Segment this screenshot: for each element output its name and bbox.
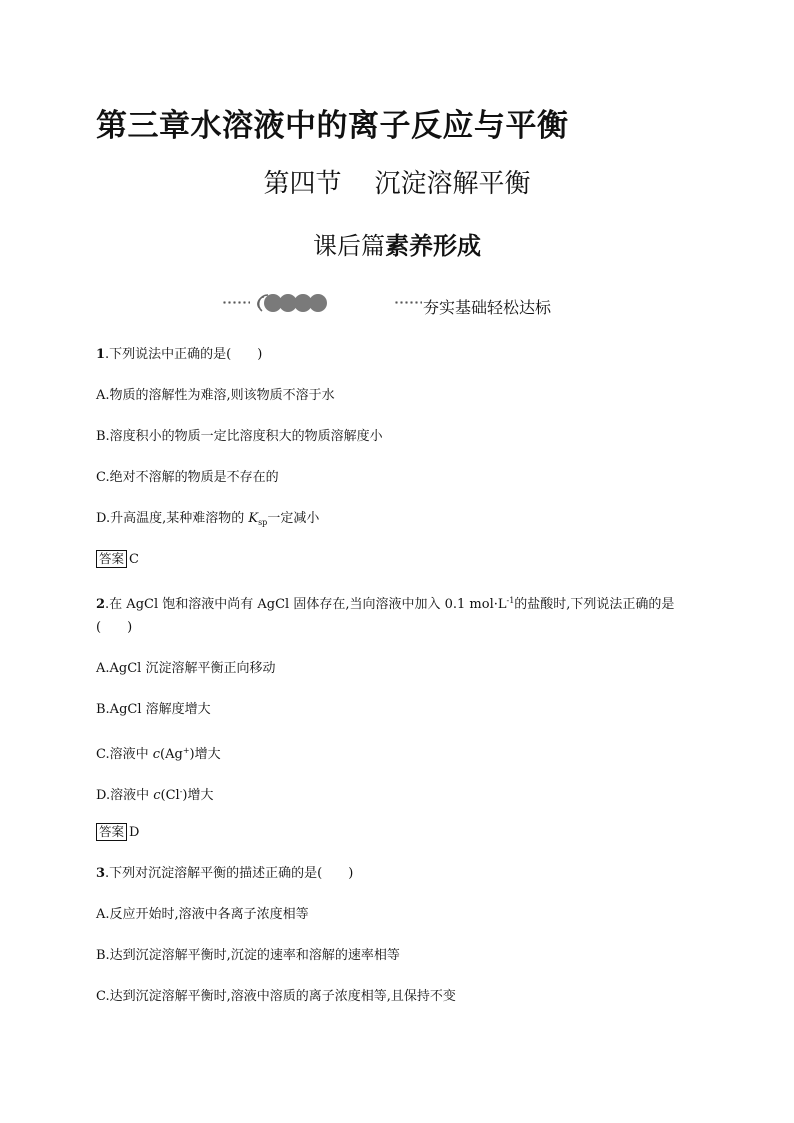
- question-2-answer: [96, 823, 139, 843]
- unit-superscript: -1: [506, 596, 515, 605]
- option-text: )增大: [189, 747, 221, 762]
- question-text: .在 AgCl 饱和溶液中尚有 AgCl 固体存在,当向溶液中加入 0.1 mol·L: [105, 597, 507, 612]
- answer-label-box: 答案: [96, 550, 127, 568]
- question-1-stem: [96, 345, 262, 365]
- question-number: 1: [96, 347, 106, 362]
- question-number: 2: [96, 597, 106, 612]
- question-3-stem: [96, 864, 353, 884]
- option-text: )增大: [182, 788, 214, 803]
- banner-dots-left: [222, 301, 250, 304]
- concentration-symbol: c: [153, 788, 161, 803]
- ion-charge: -: [179, 787, 183, 796]
- question-text: 的盐酸时,下列说法正确的是: [514, 597, 675, 612]
- ksp-symbol: K: [248, 511, 259, 526]
- question-text: .下列说法中正确的是( ): [105, 347, 263, 362]
- subsection-title: [0, 226, 794, 261]
- question-1-option-b: B.溶度积小的物质一定比溶度积大的物质溶解度小: [96, 429, 383, 444]
- question-2-option-a: A.AgCl 沉淀溶解平衡正向移动: [96, 661, 276, 676]
- question-2-stem-line2: ( ): [96, 620, 133, 635]
- answer-value: C: [129, 552, 139, 567]
- option-text: C.溶液中: [96, 747, 153, 762]
- question-1-option-d: [96, 509, 319, 533]
- question-2-option-b: B.AgCl 溶解度增大: [96, 702, 211, 717]
- section-banner: [222, 292, 582, 317]
- question-3-option-c: C.达到沉淀溶解平衡时,溶液中溶质的离子浓度相等,且保持不变: [96, 989, 456, 1004]
- question-2-stem: [96, 591, 674, 615]
- ksp-subscript: sp: [258, 518, 268, 527]
- question-2-option-d: [96, 782, 213, 806]
- option-text: 一定减小: [267, 511, 320, 526]
- question-1-option-a: A.物质的溶解性为难溶,则该物质不溶于水: [96, 388, 335, 403]
- question-2-option-c: [96, 741, 221, 765]
- concentration-symbol: c: [152, 747, 161, 762]
- section-title: 第四节 沉淀溶解平衡: [263, 169, 531, 199]
- chapter-title: 第三章水溶液中的离子反应与平衡: [96, 108, 569, 144]
- banner-label: 夯实基础轻松达标: [423, 298, 552, 317]
- option-text: (Cl: [160, 788, 180, 803]
- question-1-answer: [96, 550, 139, 570]
- ion-charge: +: [182, 746, 190, 755]
- banner-circles-icon: [256, 292, 332, 314]
- answer-label-box: 答案: [96, 823, 127, 841]
- banner-dots-right: [394, 301, 422, 304]
- question-1-option-c: C.绝对不溶解的物质是不存在的: [96, 470, 279, 485]
- subsection-prefix: 课后篇: [313, 232, 385, 260]
- subsection-bold: 素养形成: [385, 232, 481, 260]
- answer-value: D: [129, 825, 140, 840]
- question-3-option-a: A.反应开始时,溶液中各离子浓度相等: [96, 907, 309, 922]
- question-number: 3: [96, 866, 106, 881]
- option-text: (Ag: [160, 747, 183, 762]
- question-text: .下列对沉淀溶解平衡的描述正确的是( ): [105, 866, 354, 881]
- option-text: D.溶液中: [96, 788, 154, 803]
- option-text: D.升高温度,某种难溶物的: [96, 511, 249, 526]
- question-3-option-b: B.达到沉淀溶解平衡时,沉淀的速率和溶解的速率相等: [96, 948, 400, 963]
